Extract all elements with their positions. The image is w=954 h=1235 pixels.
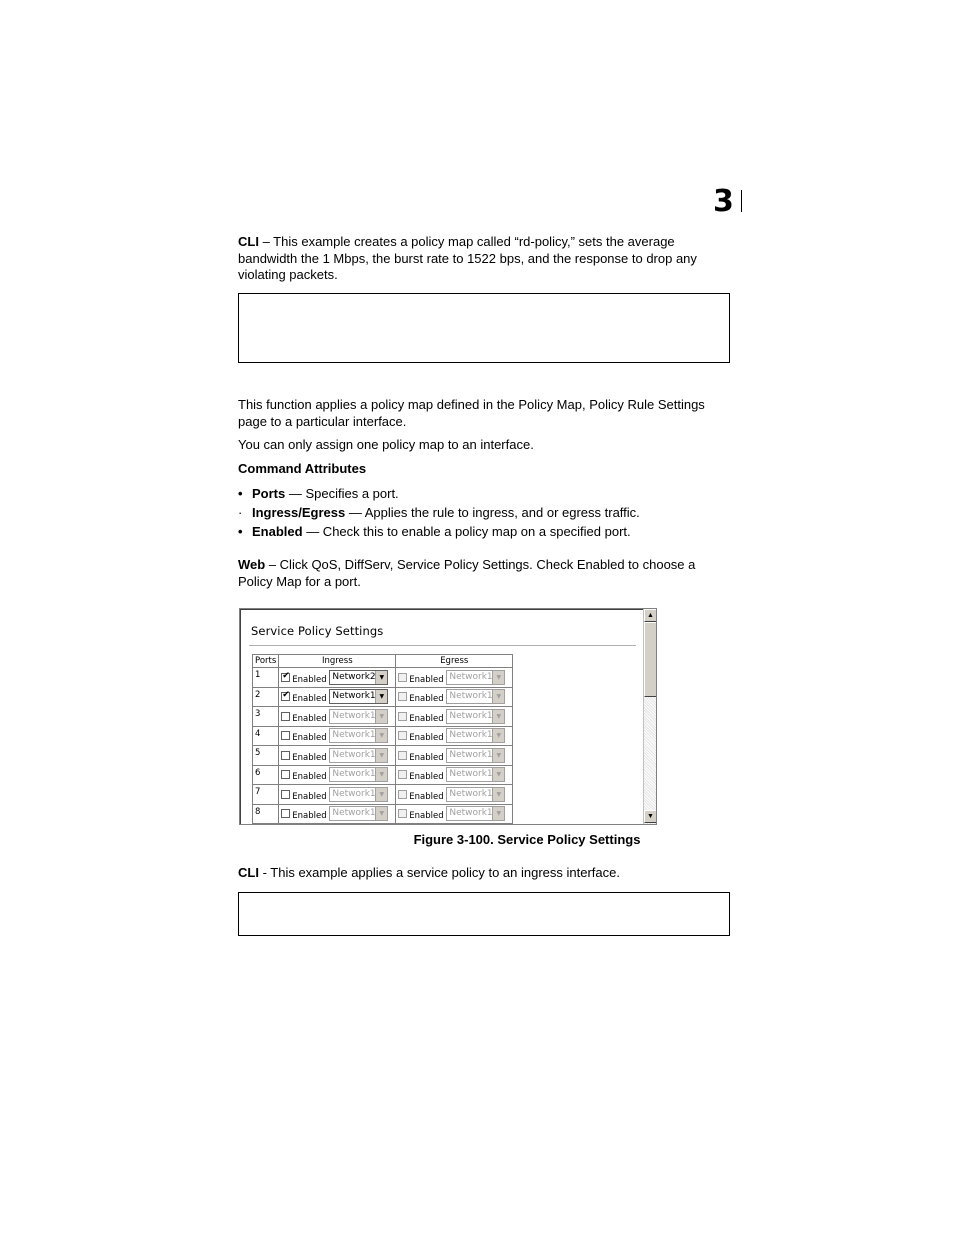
table-row (253, 726, 513, 746)
egress-policy-map-select[interactable] (446, 787, 505, 802)
egress-policy-map-select[interactable] (446, 728, 505, 743)
command-attributes-heading: Command Attributes (238, 461, 367, 476)
ports-header: Ports (253, 655, 279, 668)
port-number: 4 (253, 726, 279, 746)
ingress-enabled-label: Enabled (292, 674, 327, 685)
chevron-down-icon[interactable]: ▼ (492, 768, 504, 781)
cli-code-box-1 (238, 293, 730, 363)
egress-policy-map-value: Network1 (449, 808, 493, 819)
port-number: 3 (253, 707, 279, 727)
egress-policy-map-select[interactable] (446, 670, 505, 685)
attribute-term: Ports (252, 486, 286, 501)
check-icon: ✔ (282, 670, 290, 681)
port-number: 6 (253, 765, 279, 785)
egress-policy-map-select[interactable] (446, 709, 505, 724)
table-row (253, 668, 513, 688)
port-number: 1 (253, 668, 279, 688)
ingress-enabled-label: Enabled (292, 752, 327, 763)
ingress-policy-map-select[interactable] (329, 806, 388, 821)
table-header-row (253, 655, 513, 668)
egress-enabled-checkbox[interactable] (398, 712, 407, 721)
port-number: 2 (253, 687, 279, 707)
chevron-down-icon[interactable]: ▼ (375, 729, 387, 742)
ingress-cell (279, 726, 396, 746)
ingress-policy-map-select[interactable] (329, 728, 388, 743)
cli-ingress-text: - This example applies a service policy to an ingress interface. (258, 865, 620, 880)
egress-cell (396, 746, 513, 766)
chevron-down-icon[interactable]: ▼ (492, 729, 504, 742)
egress-enabled-checkbox[interactable] (398, 673, 407, 682)
cli-label: CLI (238, 234, 259, 249)
ingress-policy-map-value: Network1 (332, 788, 376, 799)
egress-enabled-label: Enabled (409, 811, 444, 822)
egress-cell (396, 804, 513, 824)
attribute-item (238, 486, 730, 502)
ingress-enabled-checkbox[interactable] (281, 670, 290, 682)
screenshot-title: Service Policy Settings (251, 624, 384, 638)
chevron-down-icon[interactable]: ▼ (492, 710, 504, 723)
egress-cell (396, 707, 513, 727)
egress-policy-map-select[interactable] (446, 748, 505, 763)
egress-enabled-checkbox[interactable] (398, 751, 407, 760)
ingress-enabled-checkbox[interactable] (281, 790, 290, 799)
port-number: 8 (253, 804, 279, 824)
chapter-number: 3 (713, 184, 734, 219)
web-label: Web (238, 557, 266, 572)
egress-policy-map-value: Network1 (449, 691, 493, 702)
title-divider (249, 645, 636, 646)
attribute-item (238, 505, 730, 521)
bullet-icon: • (238, 486, 243, 501)
ingress-enabled-checkbox[interactable] (281, 692, 290, 701)
ingress-policy-map-value: Network1 (332, 691, 376, 702)
egress-enabled-label: Enabled (409, 713, 444, 724)
ingress-policy-map-value: Network2 (332, 671, 376, 682)
chevron-down-icon[interactable]: ▼ (375, 788, 387, 801)
chapter-marker-bar (741, 190, 742, 212)
attribute-desc: — Specifies a port. (285, 486, 399, 501)
ingress-policy-map-value: Network1 (332, 710, 376, 721)
ingress-enabled-label: Enabled (292, 694, 327, 705)
cli-intro-paragraph (238, 234, 730, 284)
attribute-term: Ingress/Egress (252, 505, 346, 520)
egress-cell (396, 668, 513, 688)
ingress-cell (279, 707, 396, 727)
web-text: – Click QoS, DiffServ, Service Policy Settings. Check Enabled to choose a Policy Map for a port. (238, 557, 696, 589)
port-number: 5 (253, 746, 279, 766)
ingress-cell (279, 804, 396, 824)
ingress-enabled-checkbox[interactable] (281, 809, 290, 818)
attribute-term: Enabled (252, 524, 303, 539)
ingress-policy-map-select[interactable] (329, 709, 388, 724)
egress-cell (396, 765, 513, 785)
ingress-enabled-checkbox[interactable] (281, 712, 290, 721)
chevron-down-icon[interactable]: ▼ (492, 807, 504, 820)
ingress-policy-map-value: Network1 (332, 808, 376, 819)
ingress-enabled-label: Enabled (292, 772, 327, 783)
vertical-scrollbar[interactable] (643, 609, 657, 824)
cli-ingress-paragraph (238, 865, 730, 882)
web-instructions (238, 557, 730, 590)
egress-enabled-label: Enabled (409, 694, 444, 705)
egress-enabled-label: Enabled (409, 772, 444, 783)
ingress-policy-map-select[interactable] (329, 670, 388, 685)
chevron-down-icon[interactable]: ▼ (375, 671, 387, 684)
table-row (253, 707, 513, 727)
egress-policy-map-value: Network1 (449, 788, 493, 799)
chevron-down-icon[interactable]: ▼ (492, 749, 504, 762)
ingress-cell (279, 785, 396, 805)
chevron-down-icon[interactable]: ▼ (375, 690, 387, 703)
egress-policy-map-value: Network1 (449, 749, 493, 760)
cli-label: CLI (238, 865, 259, 880)
egress-cell (396, 687, 513, 707)
ingress-cell (279, 687, 396, 707)
attribute-desc: — Applies the rule to ingress, and or egress traffic. (345, 505, 640, 520)
figure-caption: Figure 3-100. Service Policy Settings (413, 832, 641, 847)
ingress-enabled-checkbox[interactable] (281, 731, 290, 740)
chevron-down-icon[interactable]: ▼ (375, 768, 387, 781)
egress-enabled-label: Enabled (409, 733, 444, 744)
ingress-enabled-label: Enabled (292, 733, 327, 744)
scroll-up-icon[interactable]: ▲ (644, 609, 657, 622)
table-row (253, 765, 513, 785)
cli-intro-text: – This example creates a policy map called “rd-policy,” sets the average bandwidth the 1 Mbps, the burst rate to 1522 bps, and the response to drop any violating packets. (238, 234, 697, 282)
screenshot-content (240, 609, 643, 824)
attribute-list (238, 486, 730, 543)
ingress-cell (279, 746, 396, 766)
chevron-down-icon[interactable]: ▼ (492, 671, 504, 684)
table-row (253, 687, 513, 707)
egress-policy-map-value: Network1 (449, 730, 493, 741)
policy-map-note: You can only assign one policy map to an interface. (238, 437, 534, 452)
ingress-policy-map-select[interactable] (329, 689, 388, 704)
egress-policy-map-value: Network1 (449, 710, 493, 721)
chevron-down-icon[interactable]: ▼ (492, 788, 504, 801)
ingress-policy-map-value: Network1 (332, 730, 376, 741)
egress-header: Egress (396, 655, 513, 668)
attribute-item (238, 524, 730, 540)
chevron-down-icon[interactable]: ▼ (375, 807, 387, 820)
egress-enabled-label: Enabled (409, 791, 444, 802)
table-row (253, 785, 513, 805)
chevron-down-icon[interactable]: ▼ (375, 710, 387, 723)
service-policy-table (252, 654, 513, 824)
egress-enabled-checkbox[interactable] (398, 790, 407, 799)
scroll-down-icon[interactable]: ▼ (644, 810, 657, 823)
ingress-policy-map-value: Network1 (332, 769, 376, 780)
bullet-icon: · (238, 505, 243, 520)
ingress-header: Ingress (279, 655, 396, 668)
chevron-down-icon[interactable]: ▼ (375, 749, 387, 762)
ingress-enabled-checkbox[interactable] (281, 751, 290, 760)
egress-enabled-checkbox[interactable] (398, 731, 407, 740)
ingress-cell (279, 765, 396, 785)
ingress-policy-map-value: Network1 (332, 749, 376, 760)
table-row (253, 804, 513, 824)
egress-enabled-checkbox[interactable] (398, 809, 407, 818)
egress-policy-map-value: Network1 (449, 671, 493, 682)
egress-cell (396, 726, 513, 746)
ingress-policy-map-select[interactable] (329, 748, 388, 763)
port-number: 7 (253, 785, 279, 805)
attribute-desc: — Check this to enable a policy map on a specified port. (302, 524, 631, 539)
egress-cell (396, 785, 513, 805)
egress-policy-map-select[interactable] (446, 689, 505, 704)
cli-code-box-2 (238, 892, 730, 936)
egress-enabled-checkbox[interactable] (398, 692, 407, 701)
ingress-policy-map-select[interactable] (329, 787, 388, 802)
ingress-enabled-checkbox[interactable] (281, 770, 290, 779)
egress-policy-map-select[interactable] (446, 806, 505, 821)
ingress-cell (279, 668, 396, 688)
chevron-down-icon[interactable]: ▼ (492, 690, 504, 703)
service-policy-screenshot (239, 608, 657, 825)
function-description: This function applies a policy map defined in the Policy Map, Policy Rule Settings page to a particular interface. (238, 397, 705, 429)
ingress-enabled-label: Enabled (292, 713, 327, 724)
ingress-policy-map-select[interactable] (329, 767, 388, 782)
check-icon: ✔ (282, 690, 290, 701)
ingress-enabled-label: Enabled (292, 791, 327, 802)
egress-policy-map-select[interactable] (446, 767, 505, 782)
bullet-icon: • (238, 524, 243, 539)
table-row (253, 746, 513, 766)
ingress-enabled-label: Enabled (292, 811, 327, 822)
scroll-thumb[interactable] (644, 622, 657, 697)
egress-enabled-label: Enabled (409, 752, 444, 763)
egress-enabled-label: Enabled (409, 674, 444, 685)
egress-enabled-checkbox[interactable] (398, 770, 407, 779)
egress-policy-map-value: Network1 (449, 769, 493, 780)
